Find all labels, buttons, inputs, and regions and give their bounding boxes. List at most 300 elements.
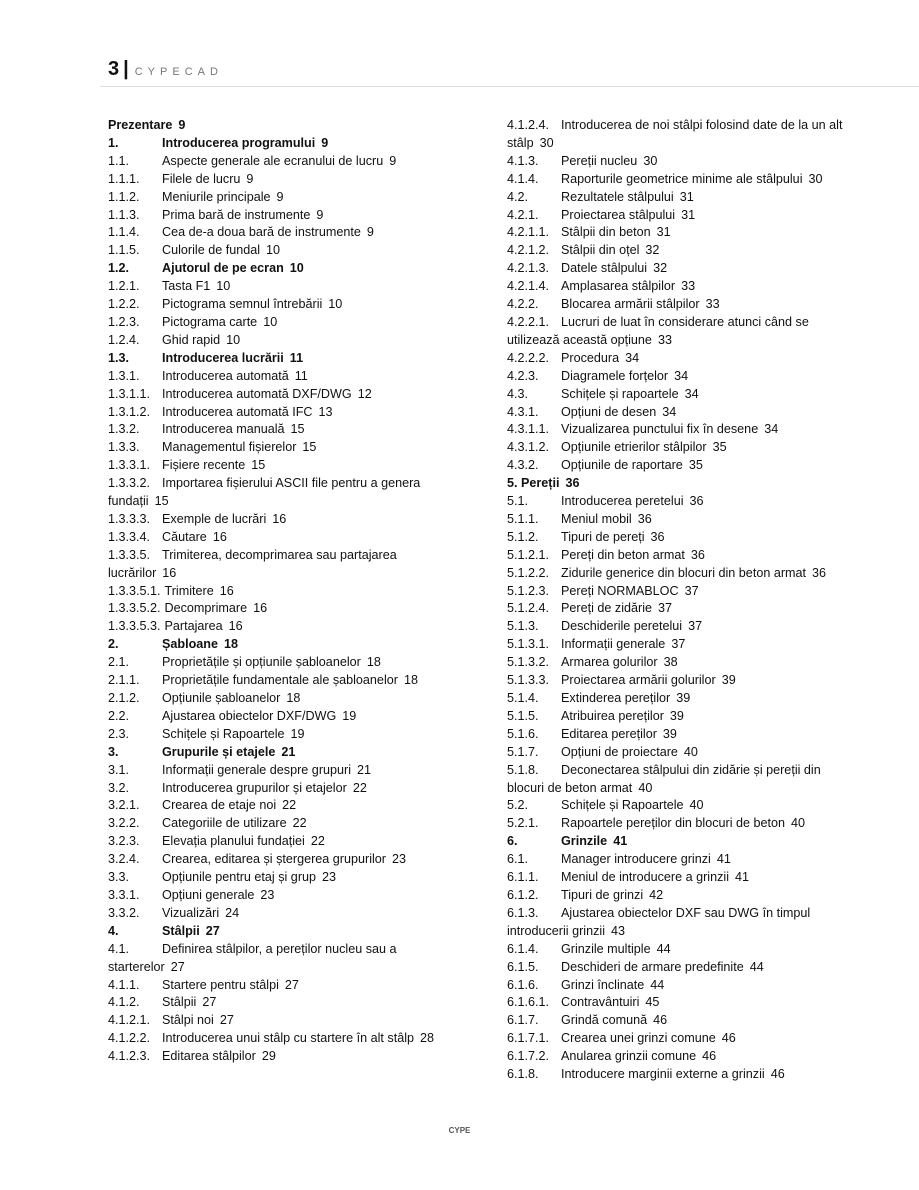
toc-entry-number: 6.1.4. (507, 941, 539, 956)
toc-entry-page: 36 (637, 511, 652, 526)
toc-entry-number: 5.1.6. (507, 726, 539, 741)
toc-entry[interactable] (108, 404, 448, 422)
toc-entry[interactable] (507, 1030, 852, 1048)
toc-entry-number: 4.2.1.4. (507, 279, 550, 294)
toc-entry-title: Introducerea automată IFC (162, 404, 313, 419)
toc-entry-title: Ajustarea obiectelor DXF sau DWG în timpul introducerii grinzii (507, 905, 811, 938)
toc-entry-title: Stâlpi noi (162, 1013, 214, 1028)
toc-entry-page: 22 (292, 816, 307, 831)
toc-entry[interactable] (108, 153, 448, 171)
toc-entry-title: Schițele și rapoartele (561, 386, 679, 401)
toc-entry[interactable] (507, 439, 852, 457)
toc-entry[interactable] (507, 260, 852, 278)
toc-entry-number: 4.2.2. (507, 297, 539, 312)
toc-entry-number: 5.1.8. (507, 762, 539, 777)
toc-entry-page: 31 (679, 189, 694, 204)
toc-entry[interactable] (108, 708, 448, 726)
toc-entry[interactable] (507, 959, 852, 977)
toc-entry-number: 1.2. (108, 261, 130, 276)
toc-entry-title: Managementul fișierelor (162, 440, 297, 455)
toc-entry-page: 32 (645, 243, 660, 258)
toc-entry-number: 4.1.4. (507, 171, 539, 186)
toc-entry-title: Amplasarea stâlpilor (561, 279, 676, 294)
toc-entry[interactable] (108, 314, 448, 332)
toc-entry-page: 19 (342, 708, 357, 723)
toc-entry-title: Prezentare (108, 118, 173, 132)
toc-entry-title: Grindă comună (561, 1013, 648, 1028)
toc-entry[interactable] (108, 439, 448, 457)
toc-entry[interactable] (507, 368, 852, 386)
toc-entry[interactable] (507, 600, 852, 618)
toc-entry-title: Armarea golurilor (561, 655, 658, 670)
toc-entry-number: 4.3.1. (507, 404, 539, 419)
toc-entry-number: 5.1.2.4. (507, 601, 550, 616)
toc-entry-title: Pereți NORMABLOC (561, 583, 679, 598)
toc-entry-page: 16 (212, 529, 227, 544)
toc-entry-page: 46 (721, 1031, 736, 1046)
toc-entry-page: 41 (735, 870, 750, 885)
header-separator: | (123, 58, 129, 80)
toc-entry-number: 6.1. (507, 852, 529, 867)
toc-entry-title: Introducerea programului (162, 135, 316, 150)
toc-entry-page: 30 (808, 171, 823, 186)
toc-entry-number: 1.1.3. (108, 207, 140, 222)
toc-entry[interactable] (108, 780, 448, 798)
toc-entry[interactable] (507, 905, 852, 941)
toc-entry-title: Deconectarea stâlpului din zidărie și pereții din blocuri de beton armat (507, 762, 821, 795)
toc-entry-page: 35 (712, 440, 727, 455)
toc-entry-title: Tasta F1 (162, 279, 211, 294)
toc-entry[interactable] (507, 350, 852, 368)
toc-entry[interactable] (108, 475, 448, 511)
toc-entry[interactable] (507, 744, 852, 762)
toc-entry-page: 15 (302, 440, 317, 455)
toc-entry-page: 37 (688, 619, 703, 634)
toc-entry-page: 27 (202, 995, 217, 1010)
toc-entry[interactable] (507, 1048, 852, 1066)
toc-entry-number: 2. (108, 637, 119, 652)
toc-entry-title: 5. Pereții (507, 476, 560, 491)
toc-entry-page: 30 (539, 135, 554, 150)
toc-entry-number: 2.3. (108, 726, 130, 741)
page-header (108, 58, 223, 81)
toc-entry[interactable] (108, 368, 448, 386)
toc-entry-number: 1.1.4. (108, 225, 140, 240)
toc-entry-page: 34 (764, 422, 779, 437)
toc-entry-page: 37 (658, 601, 673, 616)
toc-entry-number: 4.3.1.2. (507, 440, 550, 455)
toc-entry[interactable] (507, 636, 852, 654)
toc-entry-number: 1.2.1. (108, 279, 140, 294)
toc-entry[interactable] (108, 690, 448, 708)
toc-entry[interactable] (108, 923, 448, 941)
toc-entry-page: 18 (403, 673, 418, 688)
toc-entry-title: Introducerea lucrării (162, 350, 284, 365)
toc-entry[interactable] (507, 815, 852, 833)
toc-column-right (507, 117, 852, 1084)
toc-entry-number: 3.3.2. (108, 905, 140, 920)
toc-entry-title: Meniul mobil (561, 511, 632, 526)
toc-entry-page: 36 (650, 529, 665, 544)
toc-entry-number: 2.1. (108, 655, 130, 670)
toc-entry-number: 1.2.2. (108, 297, 140, 312)
toc-entry[interactable] (507, 887, 852, 905)
toc-entry-number: 5.1.2.1. (507, 547, 550, 562)
toc-entry-number: 4.1.2. (108, 995, 140, 1010)
toc-entry[interactable] (507, 833, 852, 851)
toc-entry[interactable] (108, 457, 448, 475)
toc-entry-title: Exemple de lucrări (162, 511, 267, 526)
toc-entry-page: 44 (650, 977, 665, 992)
toc-entry-title: Proprietățile și opțiunile șabloanelor (162, 655, 361, 670)
toc-entry-number: 6.1.5. (507, 959, 539, 974)
toc-entry-number: 4.2.1.2. (507, 243, 550, 258)
toc-entry-title: Pictograma carte (162, 314, 258, 329)
toc-entry-page: 45 (645, 995, 660, 1010)
toc-entry-number: 3. (108, 744, 119, 759)
toc-entry-title: Pictograma semnul întrebării (162, 297, 323, 312)
toc-entry-page: 44 (749, 959, 764, 974)
toc-entry-page: 46 (770, 1067, 785, 1082)
toc-entry-page: 9 (276, 189, 284, 204)
toc-entry[interactable] (108, 171, 448, 189)
toc-entry-page: 18 (366, 655, 381, 670)
toc-entry-title: Crearea, editarea și ștergerea grupurilor (162, 852, 387, 867)
toc-entry-number: 5.1.1. (507, 511, 539, 526)
toc-entry-title: Editarea stâlpilor (162, 1049, 256, 1064)
toc-entry-number: 4.2.2.1. (507, 314, 550, 329)
toc-entry[interactable] (507, 171, 852, 189)
toc-entry-page: 31 (681, 207, 696, 222)
header-divider (100, 86, 919, 87)
page-number: 3 (108, 58, 120, 80)
toc-entry[interactable] (108, 762, 448, 780)
toc-entry[interactable] (507, 977, 852, 995)
toc-entry-number: 5.1. (507, 494, 529, 509)
toc-entry[interactable] (108, 744, 448, 762)
toc-entry-title: Editarea pereților (561, 726, 657, 741)
toc-entry[interactable] (108, 296, 448, 314)
toc-entry-title: Blocarea armării stâlpilor (561, 297, 700, 312)
toc-entry-title: Crearea de etaje noi (162, 798, 277, 813)
toc-entry[interactable] (108, 905, 448, 923)
toc-entry[interactable] (507, 994, 852, 1012)
toc-entry-page: 9 (178, 118, 186, 132)
toc-entry-number: 5.1.2.2. (507, 565, 550, 580)
toc-entry[interactable] (507, 386, 852, 404)
toc-column-left (108, 117, 448, 1066)
toc-entry-title: Meniul de introducere a grinzii (561, 870, 730, 885)
toc-entry[interactable] (108, 350, 448, 368)
toc-entry[interactable] (507, 457, 852, 475)
toc-entry-number: 6.1.6.1. (507, 995, 550, 1010)
toc-entry-number: 3.2. (108, 780, 130, 795)
toc-entry-number: 4.1.2.3. (108, 1049, 151, 1064)
toc-entry-page: 10 (289, 261, 304, 276)
toc-entry-title: Opțiunile etrierilor stâlpilor (561, 440, 707, 455)
toc-entry-number: 4.3.1.1. (507, 422, 550, 437)
toc-entry-title: Contravântuiri (561, 995, 640, 1010)
toc-entry[interactable] (507, 278, 852, 296)
toc-entry-number: 6. (507, 834, 518, 849)
toc-entry-number: 1.1.2. (108, 189, 140, 204)
toc-entry[interactable] (108, 207, 448, 225)
toc-entry[interactable] (108, 189, 448, 207)
toc-entry-title: Ghid rapid (162, 332, 221, 347)
toc-entry[interactable] (507, 618, 852, 636)
toc-entry-page: 39 (721, 673, 736, 688)
toc-entry-number: 4.2.1.3. (507, 261, 550, 276)
toc-entry-number: 1.2.3. (108, 314, 140, 329)
toc-entry[interactable] (108, 636, 448, 654)
toc-entry-title: Definirea stâlpilor, a pereților nucleu sau a starterelor (108, 941, 397, 974)
toc-entry-page: 10 (226, 332, 241, 347)
toc-entry[interactable] (507, 493, 852, 511)
toc-entry-number: 6.1.8. (507, 1067, 539, 1082)
toc-entry-title: Culorile de fundal (162, 243, 261, 258)
toc-entry[interactable] (108, 797, 448, 815)
toc-entry-title: Grinzi înclinate (561, 977, 645, 992)
toc-entry-title: Vizualizarea punctului fix în desene (561, 422, 759, 437)
toc-entry[interactable] (108, 547, 448, 583)
toc-entry[interactable] (108, 851, 448, 869)
toc-entry-page: 33 (681, 279, 696, 294)
toc-entry-number: 4.2.1.1. (507, 225, 550, 240)
toc-entry-number: 1.3.1. (108, 368, 140, 383)
toc-entry[interactable] (108, 833, 448, 851)
toc-entry-title: Importarea fișierului ASCII file pentru a genera fundații (108, 476, 421, 509)
toc-entry[interactable] (507, 654, 852, 672)
toc-entry[interactable] (108, 726, 448, 744)
toc-entry-number: 1.1.5. (108, 243, 140, 258)
toc-entry-title: Diagramele forțelor (561, 368, 669, 383)
toc-entry-page: 29 (261, 1049, 276, 1064)
toc-entry-title: Stâlpii (162, 995, 197, 1010)
toc-entry[interactable] (507, 726, 852, 744)
toc-entry-title: Proiectarea armării golurilor (561, 673, 716, 688)
toc-entry-page: 36 (689, 494, 704, 509)
toc-entry[interactable] (108, 224, 448, 242)
toc-entry[interactable] (507, 511, 852, 529)
toc-entry-page: 11 (289, 350, 304, 365)
page-footer: CYPE (448, 1126, 471, 1135)
toc-entry-page: 34 (662, 404, 677, 419)
toc-entry-number: 1.3.3.3. (108, 511, 151, 526)
toc-entry-page: 43 (611, 923, 626, 938)
toc-entry-title: Stâlpii (162, 923, 200, 938)
toc-entry[interactable] (507, 851, 852, 869)
toc-entry-number: 2.2. (108, 708, 130, 723)
toc-entry[interactable] (108, 511, 448, 529)
toc-entry[interactable] (108, 386, 448, 404)
toc-entry[interactable] (507, 547, 852, 565)
toc-entry-number: 1.3.3. (108, 440, 140, 455)
toc-entry-page: 32 (653, 261, 668, 276)
toc-entry-number: 6.1.3. (507, 905, 539, 920)
toc-entry[interactable] (507, 242, 852, 260)
toc-entry-title: Tipuri de pereți (561, 529, 645, 544)
toc-entry-number: 6.1.1. (507, 870, 539, 885)
toc-entry[interactable] (108, 654, 448, 672)
toc-entry[interactable] (108, 332, 448, 350)
toc-entry-title: Startere pentru stâlpi (162, 977, 279, 992)
toc-entry-page: 46 (653, 1013, 668, 1028)
toc-entry-number: 1.3.3.5. (108, 547, 151, 562)
toc-entry[interactable] (507, 224, 852, 242)
toc-entry-title: Datele stâlpului (561, 261, 648, 276)
toc-entry[interactable] (108, 1030, 448, 1048)
toc-entry-number: 5.1.4. (507, 691, 539, 705)
toc-entry-page: 16 (219, 583, 234, 598)
toc-entry-title: Opțiuni de proiectare (561, 744, 678, 759)
toc-entry-page: 39 (676, 691, 691, 705)
toc-entry-title: Ajustarea obiectelor DXF/DWG (162, 708, 337, 723)
toc-entry[interactable] (507, 117, 852, 153)
toc-entry[interactable] (108, 977, 448, 995)
toc-entry-title: Categoriile de utilizare (162, 816, 287, 831)
toc-entry-title: Opțiuni generale (162, 887, 255, 902)
toc-entry[interactable] (108, 135, 448, 153)
toc-entry[interactable] (108, 994, 448, 1012)
toc-entry-number: 5.1.5. (507, 708, 539, 723)
toc-entry[interactable] (507, 189, 852, 207)
toc-entry-number: 4.3.2. (507, 458, 539, 473)
toc-entry-page: 33 (705, 297, 720, 312)
toc-entry-page: 41 (613, 834, 628, 849)
toc-entry[interactable] (507, 762, 852, 798)
toc-entry[interactable] (108, 278, 448, 296)
toc-entry-title: Stâlpii din oțel (561, 243, 640, 258)
toc-entry-title: Prima bară de instrumente (162, 207, 311, 222)
toc-entry-number: 1.3.3.5.1. (108, 583, 161, 598)
toc-entry-page: 15 (251, 458, 266, 473)
toc-entry-number: 6.1.7.1. (507, 1031, 550, 1046)
toc-entry[interactable] (507, 797, 852, 815)
toc-entry[interactable] (507, 690, 852, 708)
toc-entry[interactable] (507, 404, 852, 422)
toc-entry-title: Partajarea (164, 619, 223, 634)
toc-entry-title: Proprietățile fundamentale ale șabloanelor (162, 673, 398, 688)
toc-entry[interactable] (507, 421, 852, 439)
toc-entry-title: Elevația planului fundației (162, 834, 305, 849)
toc-entry[interactable] (507, 314, 852, 350)
toc-entry-title: Informații generale (561, 637, 666, 652)
toc-entry[interactable] (108, 941, 448, 977)
toc-entry[interactable] (108, 869, 448, 887)
toc-entry-number: 1. (108, 135, 119, 150)
toc-entry-title: Introducerea automată (162, 368, 289, 383)
toc-entry-page: 46 (702, 1049, 717, 1064)
toc-entry[interactable] (108, 1048, 448, 1066)
toc-entry-title: Introducerea grupurilor și etajelor (162, 780, 347, 795)
toc-entry[interactable] (108, 672, 448, 690)
toc-entry[interactable] (108, 815, 448, 833)
toc-entry-page: 34 (684, 386, 699, 401)
toc-entry-title: Opțiunile șabloanelor (162, 691, 281, 705)
toc-entry[interactable] (507, 296, 852, 314)
toc-entry-title: Pereții nucleu (561, 153, 638, 168)
toc-entry-number: 5.1.2. (507, 529, 539, 544)
toc-entry[interactable] (507, 1012, 852, 1030)
toc-entry-number: 1.2.4. (108, 332, 140, 347)
toc-entry-page: 22 (282, 798, 297, 813)
toc-entry[interactable] (507, 529, 852, 547)
toc-entry-title: Introducerea peretelui (561, 494, 684, 509)
toc-entry[interactable] (507, 207, 852, 225)
toc-entry-title: Introducere marginii externe a grinzii (561, 1067, 765, 1082)
toc-entry-page: 34 (674, 368, 689, 383)
toc-entry[interactable] (108, 260, 448, 278)
toc-entry-number: 5.1.3.1. (507, 637, 550, 652)
toc-entry-page: 36 (812, 565, 827, 580)
toc-entry[interactable] (108, 1012, 448, 1030)
toc-entry-page: 16 (253, 601, 268, 616)
toc-entry-number: 5.2.1. (507, 816, 539, 831)
toc-entry-title: Grinzile multiple (561, 941, 651, 956)
toc-entry-page: 40 (638, 780, 653, 795)
toc-entry[interactable] (507, 869, 852, 887)
toc-entry[interactable] (507, 1066, 852, 1084)
toc-entry-page: 11 (294, 368, 308, 383)
toc-entry-title: Extinderea pereților (561, 691, 671, 705)
toc-entry-page: 33 (657, 332, 672, 347)
toc-entry[interactable] (507, 475, 852, 493)
toc-entry-page: 23 (392, 852, 407, 867)
toc-entry-number: 4.2.1. (507, 207, 539, 222)
toc-entry-number: 6.1.7.2. (507, 1049, 550, 1064)
toc-entry[interactable] (108, 242, 448, 260)
toc-entry-title: Deschiderile peretelui (561, 619, 683, 634)
toc-entry[interactable] (108, 600, 448, 618)
toc-entry-page: 9 (366, 225, 374, 240)
toc-entry[interactable] (108, 583, 448, 601)
toc-entry-page: 22 (310, 834, 325, 849)
toc-entry[interactable] (507, 672, 852, 690)
toc-entry-title: Grinzile (561, 834, 608, 849)
toc-entry[interactable] (507, 941, 852, 959)
toc-entry-title: Opțiuni de desen (561, 404, 657, 419)
toc-entry[interactable] (108, 887, 448, 905)
toc-entry-page: 40 (683, 744, 698, 759)
toc-entry-title: Stâlpii din beton (561, 225, 651, 240)
toc-entry[interactable] (108, 117, 448, 135)
toc-entry-page: 27 (284, 977, 299, 992)
toc-entry[interactable] (507, 565, 852, 583)
toc-entry[interactable] (108, 421, 448, 439)
toc-entry-page: 27 (219, 1013, 234, 1028)
toc-entry-page: 10 (216, 279, 231, 294)
toc-entry[interactable] (507, 153, 852, 171)
toc-entry[interactable] (507, 708, 852, 726)
toc-entry-page: 39 (662, 726, 677, 741)
toc-entry-page: 13 (318, 404, 333, 419)
toc-entry-title: Anularea grinzii comune (561, 1049, 697, 1064)
toc-entry-title: Introducerea de noi stâlpi folosind date de la un alt stâlp (507, 118, 843, 150)
toc-entry-title: Șabloane (162, 637, 218, 652)
toc-entry-page: 27 (170, 959, 185, 974)
toc-entry-page: 21 (357, 762, 372, 777)
toc-entry[interactable] (108, 529, 448, 547)
toc-entry-title: Vizualizări (162, 905, 220, 920)
toc-entry-number: 5.1.3. (507, 619, 539, 634)
toc-entry[interactable] (507, 583, 852, 601)
toc-entry-page: 16 (272, 511, 287, 526)
toc-entry-title: Atribuirea pereților (561, 708, 664, 723)
toc-entry-page: 16 (228, 619, 243, 634)
toc-entry[interactable] (108, 618, 448, 636)
toc-entry-page: 39 (669, 708, 684, 723)
toc-entry-number: 4.2.3. (507, 368, 539, 383)
